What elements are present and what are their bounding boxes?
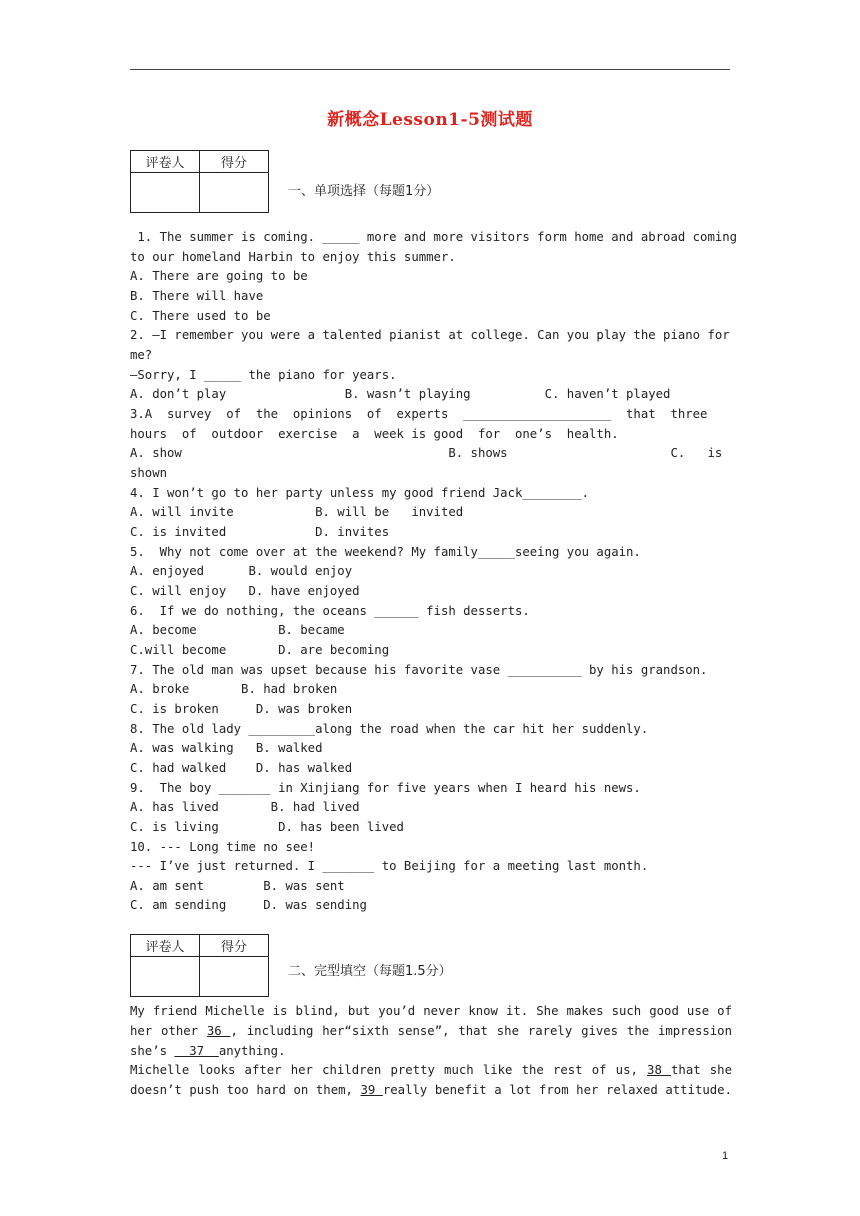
question-line: A. There are going to be [130,269,308,284]
passage-text: Michelle looks after her children pretty much like the rest of us, [130,1063,648,1077]
score-table-1 [130,150,269,213]
score-cell [200,957,269,997]
question-line: --- I’ve just returned. I _______ to Beijing for a meeting last month. [130,859,649,874]
question-line: A. was walking B. walked [130,741,323,756]
question-line: me? [130,348,153,362]
question-line: 5. Why not come over at the weekend? My family_____seeing you again. [130,544,641,559]
blank-38: 38 [647,1063,672,1077]
score-header: 得分 [200,935,269,957]
score-cell [200,173,269,213]
question-line: C. is invited D. invites [130,524,390,539]
grader-header: 评卷人 [131,151,200,173]
question-line: A. am sent B. was sent [130,878,345,893]
question-line: C.will become D. are becoming [130,642,390,657]
question-line: hours of outdoor exercise a week is good for one’s health. [130,426,619,441]
question-line: C. will enjoy D. have enjoyed [130,583,360,598]
passage-text: , including her“sixth sense”, that she rarely gives the impression [230,1024,732,1038]
question-line: A. will invite B. will be invited [130,505,464,520]
question-line: C. is broken D. was broken [130,701,353,716]
grader-cell [131,173,200,213]
question-line: 10. --- Long time no see! [130,839,316,854]
question-line: C. is living D. has been lived [130,819,404,834]
passage-line [130,1082,732,1098]
blank-36: 36 [206,1024,231,1038]
question-line: —Sorry, I _____ the piano for years. [130,367,397,382]
question-line: A. become B. became [130,623,345,638]
question-line: A. don’t play B. wasn’t playing C. haven’t played [130,387,671,402]
question-line: 2. —I remember you were a talented pianist at college. Can you play the piano for [130,328,730,343]
passage-line [130,1043,732,1059]
passage-line [130,1062,732,1078]
grader-header: 评卷人 [131,935,200,957]
header-rule [130,69,730,70]
passage-text: she’s [130,1044,175,1058]
page-number: 1 [722,1150,729,1162]
question-line: C. am sending D. was sending [130,898,367,913]
question-line: A. broke B. had broken [130,682,338,697]
passage-text: really benefit a lot from her relaxed attitude. [382,1083,732,1097]
question-line: 4. I won’t go to her party unless my good friend Jack________. [130,485,590,500]
blank-39: 39 [360,1083,383,1097]
passage-line [130,1023,732,1039]
page-title: 新概念Lesson1-5测试题 [327,110,533,130]
passage-text: doesn’t push too hard on them, [130,1083,361,1097]
question-line: A. enjoyed B. would enjoy [130,564,353,579]
question-line: 3.A survey of the opinions of experts ____________________ that three [130,406,708,421]
question-line: 7. The old man was upset because his favorite vase __________ by his grandson. [130,662,708,677]
question-line: 9. The boy _______ in Xinjiang for five years when I heard his news. [130,780,641,795]
question-line: C. There used to be [130,308,271,323]
question-line: 8. The old lady _________along the road when the car hit her suddenly. [130,721,649,736]
question-line: 6. If we do nothing, the oceans ______ fish desserts. [130,603,530,618]
question-line: C. had walked D. has walked [130,760,353,775]
score-table-2 [130,934,269,997]
question-line: A. has lived B. had lived [130,800,360,815]
passage-text: anything. [218,1044,286,1058]
question-line: 1. The summer is coming. _____ more and more visitors form home and abroad coming [130,230,738,244]
passage-text: that she [671,1063,732,1077]
passage-line: My friend Michelle is blind, but you’d never know it. She makes such good use of [130,1004,732,1018]
section-heading-cloze: 二、完型填空（每题1.5分） [288,964,452,979]
question-line: B. There will have [130,289,264,303]
blank-37: 37 [174,1044,219,1058]
passage-text: her other [130,1024,207,1038]
question-line: to our homeland Harbin to enjoy this summer. [130,249,456,264]
grader-cell [131,957,200,997]
score-header: 得分 [200,151,269,173]
question-line: shown [130,465,168,480]
section-heading-single-choice: 一、单项选择（每题1分） [288,184,440,199]
question-line: A. show B. shows C. is [130,446,723,461]
